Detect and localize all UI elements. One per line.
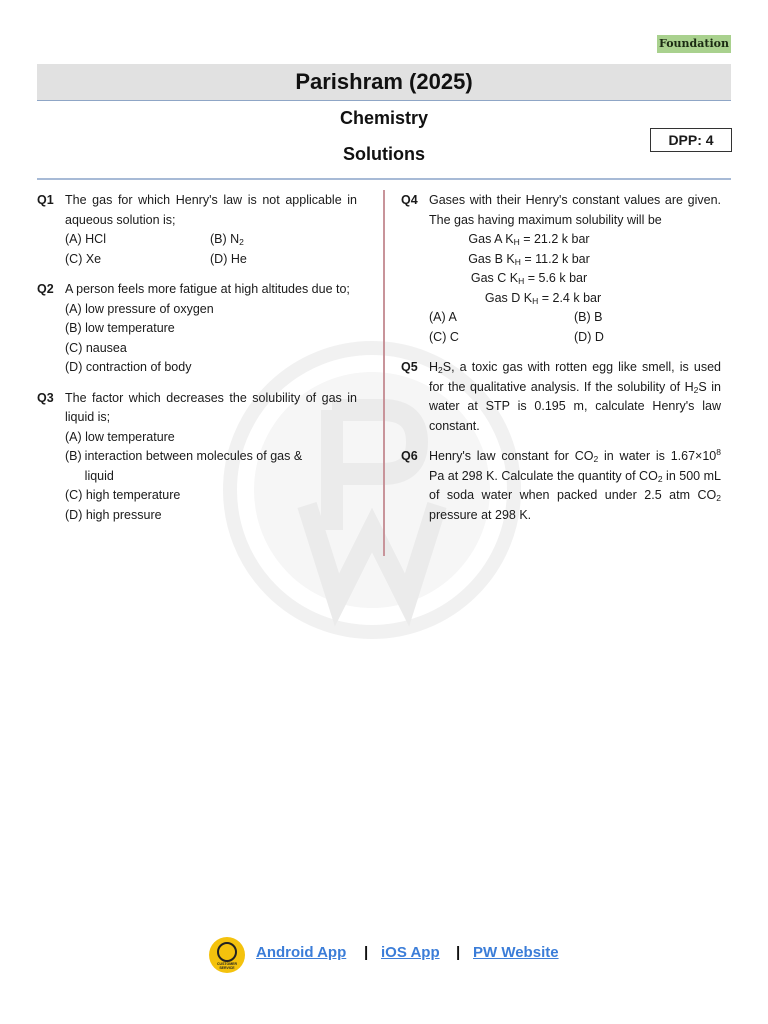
question-number: Q1 xyxy=(37,193,54,207)
question-1 xyxy=(37,191,357,269)
customer-service-icon[interactable] xyxy=(209,937,245,973)
headset-icon xyxy=(217,942,237,962)
level-badge: Foundation xyxy=(657,35,731,53)
question-5 xyxy=(401,358,721,436)
option-b: (B) low temperature xyxy=(65,321,175,335)
option-a: (A) HCl xyxy=(65,232,106,246)
question-number: Q4 xyxy=(401,193,418,207)
question-6 xyxy=(401,447,721,525)
question-text: Gases with their Henry's constant values are given. The gas having maximum solubility will be xyxy=(429,193,721,227)
dpp-box: DPP: 4 xyxy=(650,128,732,152)
question-text: The factor which decreases the solubility of gas in liquid is; xyxy=(65,390,357,424)
option-d: (D) contraction of body xyxy=(65,360,192,374)
question-number: Q5 xyxy=(401,360,418,374)
question-text: Henry's law constant for $CO_2$ in water is $1.67\times 10^8$ Pa at 298 K. Calculate the quantity of $CO_2$ in 500 mL of soda water when packed under 2.5 atm $CO_2$ pressure at 298 K. xyxy=(429,447,721,522)
left-column xyxy=(37,191,357,536)
question-text: The gas for which Henry's law is not applicable in aqueous solution is; xyxy=(65,193,357,227)
options xyxy=(429,308,721,347)
option-c: (C) high temperature xyxy=(65,488,181,502)
option-b: (B) interaction between molecules of gas & liquid xyxy=(65,449,303,483)
header-divider xyxy=(37,178,731,180)
question-number: Q3 xyxy=(37,390,54,405)
ios-app-link[interactable]: iOS App xyxy=(381,944,440,961)
option-c: (C) C xyxy=(429,329,459,344)
customer-service-label: CUSTOMER SERVICE xyxy=(217,962,237,970)
options xyxy=(65,230,357,269)
gas-d-line: Gas D $K_H = 2.4$ k bar xyxy=(484,290,602,306)
chapter-heading: Solutions xyxy=(343,144,425,164)
right-column xyxy=(401,191,721,536)
footer-separator: | xyxy=(364,944,369,961)
option-c: (C) Xe xyxy=(65,251,102,266)
option-d: (D) He xyxy=(210,251,247,266)
question-4 xyxy=(401,191,721,347)
page-title: Parishram (2025) xyxy=(37,64,731,101)
android-app-link[interactable]: Android App xyxy=(256,944,347,961)
question-2 xyxy=(37,280,357,378)
gas-b-line: Gas B $K_H = 11.2$ k bar xyxy=(468,251,590,267)
question-number: Q6 xyxy=(401,449,418,463)
question-text: A person feels more fatigue at high altitudes due to; xyxy=(65,282,350,296)
question-3 xyxy=(37,389,357,526)
option-a: (A) low pressure of oxygen xyxy=(65,301,214,316)
question-number: Q2 xyxy=(37,282,54,296)
option-a: (A) A xyxy=(429,310,457,324)
option-b: (B) B xyxy=(574,310,603,324)
option-b: (B) $N_2$ xyxy=(210,232,244,247)
option-c: (C) nausea xyxy=(65,340,127,355)
footer-separator: | xyxy=(456,944,461,961)
option-a: (A) low temperature xyxy=(65,429,175,444)
column-divider xyxy=(383,190,385,556)
gas-c-line: Gas C $K_H = 5.6$ k bar xyxy=(470,271,588,286)
gas-a-line: Gas A $K_H = 21.2$ k bar xyxy=(468,232,590,247)
option-d: (D) high pressure xyxy=(65,507,162,522)
question-text: $H_2S$, a toxic gas with rotten egg like smell, is used for the qualitative analysis. If the solubility of $H_2S$ in water at STP is 0.195 m, calculate Henry's law constant. xyxy=(429,360,721,433)
subject-heading: Chemistry xyxy=(339,108,429,128)
pw-website-link[interactable]: PW Website xyxy=(473,944,559,961)
option-d: (D) D xyxy=(574,329,604,344)
